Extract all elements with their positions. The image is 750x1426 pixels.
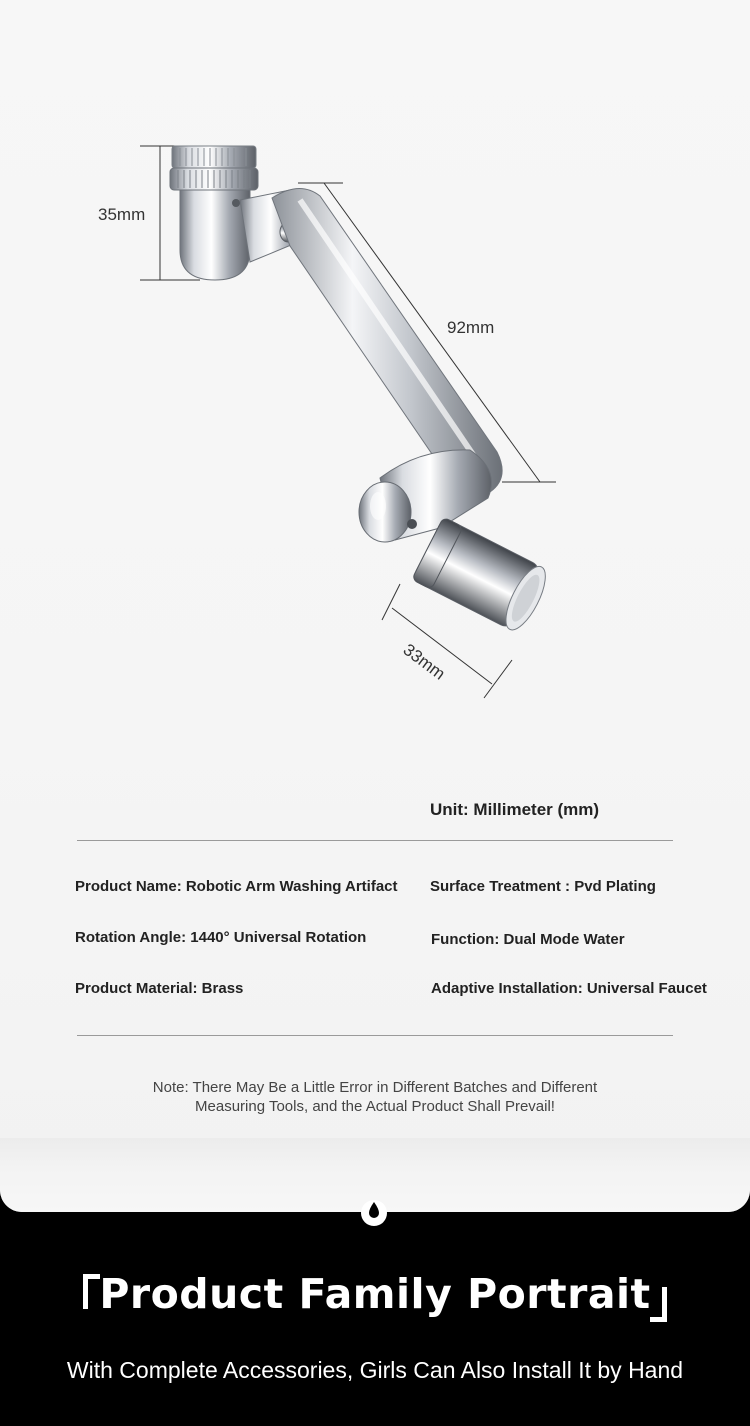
section-title: [83, 1270, 666, 1318]
spec-adaptive-installation: Adaptive Installation: Universal Faucet: [431, 980, 707, 997]
disclaimer-line-1: Note: There May Be a Little Error in Different Batches and Different: [152, 1079, 598, 1096]
water-drop-icon: [361, 1195, 387, 1227]
disclaimer-line-2: Measuring Tools, and the Actual Product Shall Prevail!: [195, 1098, 555, 1115]
section-title-wrap: [0, 1270, 750, 1318]
spec-product-name: Product Name: Robotic Arm Washing Artifact: [75, 878, 398, 895]
dimension-33mm-label: 33mm: [399, 640, 449, 684]
divider-top: [77, 840, 673, 841]
spec-surface-treatment: Surface Treatment : Pvd Plating: [430, 878, 656, 895]
spec-product-material: Product Material: Brass: [75, 980, 244, 997]
title-bracket-right: [650, 1287, 667, 1322]
section-title-text: Product Family Portrait: [99, 1270, 651, 1318]
faucet-body: [170, 146, 553, 635]
spec-rotation-angle: Rotation Angle: 1440° Universal Rotation: [75, 929, 367, 946]
dimension-92mm-label: 92mm: [447, 318, 495, 337]
divider-bottom: [77, 1035, 673, 1036]
unit-label: Unit: Millimeter (mm): [430, 800, 600, 819]
section-subtitle: With Complete Accessories, Girls Can Also Install It by Hand: [66, 1357, 684, 1383]
disclaimer-note: [75, 1078, 675, 1116]
dimension-35mm-label: 35mm: [98, 205, 146, 224]
spec-function: Function: Dual Mode Water: [431, 931, 625, 948]
title-bracket-left: [83, 1274, 100, 1309]
